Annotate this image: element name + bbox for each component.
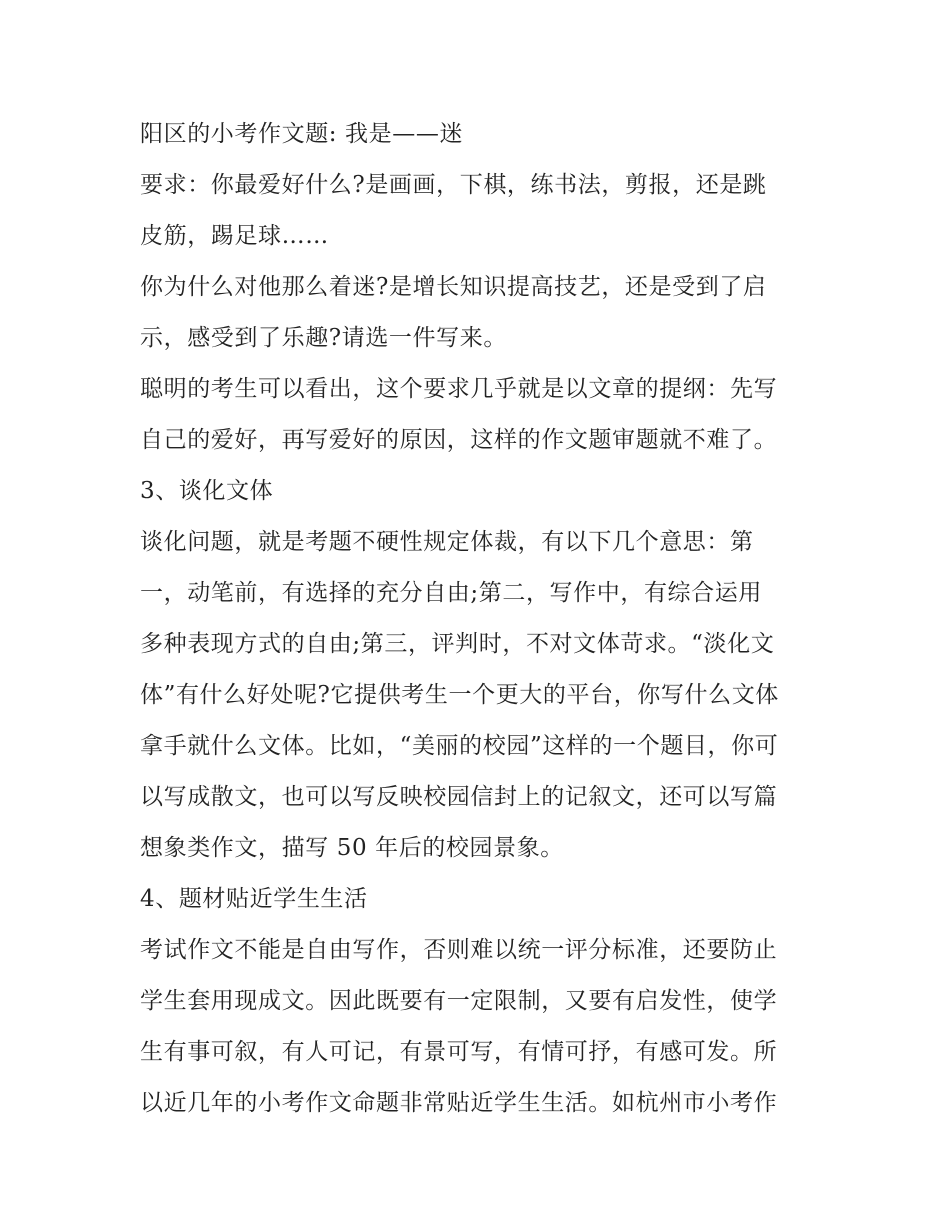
text-line: 聪明的考生可以看出，这个要求几乎就是以文章的提纲：先写 [140, 376, 778, 402]
document-body [140, 109, 820, 1129]
text-line: 一，动笔前，有选择的充分自由;第二，写作中，有综合运用 [140, 580, 762, 606]
text-line: 以写成散文，也可以写反映校园信封上的记叙文，还可以写篇 [140, 784, 778, 810]
text-line: 要求：你最爱好什么?是画画，下棋，练书法，剪报，还是跳 [140, 172, 767, 198]
text-line: 以近几年的小考作文命题非常贴近学生生活。如杭州市小考作 [140, 1090, 778, 1116]
text-line: 示，感受到了乐趣?请选一件写来。 [140, 325, 507, 351]
text-line: 阳区的小考作文题: 我是——迷 [140, 121, 464, 147]
section-heading: 3、谈化文体 [140, 478, 274, 504]
text-line: 你为什么对他那么着迷?是增长知识提高技艺，还是受到了启 [140, 274, 767, 300]
text-line: 皮筋，踢足球…… [140, 223, 329, 249]
text-line: 考试作文不能是自由写作，否则难以统一评分标准，还要防止 [140, 937, 778, 963]
text-line: 多种表现方式的自由;第三，评判时，不对文体苛求。“淡化文 [140, 631, 775, 657]
text-line: 谈化问题，就是考题不硬性规定体裁，有以下几个意思：第 [140, 529, 754, 555]
section-heading: 4、题材贴近学生生活 [140, 886, 368, 912]
text-line: 自己的爱好，再写爱好的原因，这样的作文题审题就不难了。 [140, 427, 778, 453]
text-line: 想象类作文，描写 50 年后的校园景象。 [140, 835, 564, 861]
text-line: 体”有什么好处呢?它提供考生一个更大的平台，你写什么文体 [140, 682, 779, 708]
text-line: 拿手就什么文体。比如，“美丽的校园”这样的一个题目，你可 [140, 733, 779, 759]
text-line: 学生套用现成文。因此既要有一定限制，又要有启发性，使学 [140, 988, 778, 1014]
text-line: 生有事可叙，有人可记，有景可写，有情可抒，有感可发。所 [140, 1039, 778, 1065]
